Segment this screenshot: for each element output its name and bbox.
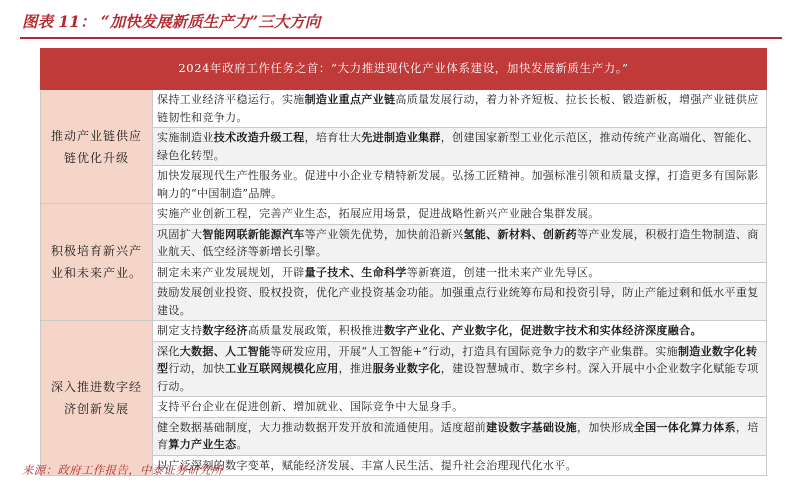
task-text-emphasis: 数字经济	[202, 324, 248, 337]
task-cell	[153, 166, 767, 204]
task-cell	[153, 128, 767, 166]
source-note: 来源：政府工作报告，中泰证券研究所	[22, 463, 223, 477]
title-divider	[20, 37, 782, 39]
task-text: 等研发应用，开展“人工智能+”行动，打造具有国际竞争力的数字产业集群。实施	[270, 344, 678, 358]
task-text-emphasis: 技术改造升级工程	[213, 131, 305, 144]
task-text: 鼓励发展创业投资、股权投资，优化产业投资基金功能。加强重点行业统筹布局和投资引导，防止产能过剩和低水平重复建设。	[157, 286, 759, 317]
task-text: 等新赛道，创建一批未来产业先导区。	[406, 265, 600, 279]
task-text: ，创建国家新型工业化示范区，推动传统产业高端化、智能化、绿色化转型。	[157, 131, 759, 162]
task-cell	[153, 90, 767, 128]
policy-table	[40, 48, 767, 476]
task-text: ，建设智慧城市、数字乡村。深入开展中小企业数字化赋能专项行动。	[157, 362, 759, 393]
task-text: 加快发展现代生产性服务业。促进中小企业专精特新发展。弘扬工匠精神。加强标准引领和质量支撑，打造更多有国际影响力的“中国制造”品牌。	[157, 169, 759, 200]
task-cell	[153, 341, 767, 397]
table-header: 2024年政府工作任务之首：“大力推进现代化产业体系建设，加快发展新质生产力。”	[41, 49, 767, 90]
table-row	[41, 321, 767, 342]
task-text: ，培育	[157, 420, 759, 451]
task-text-emphasis: 工业互联网规模化应用	[225, 362, 339, 375]
task-text: 实施产业创新工程，完善产业生态，拓展应用场景，促进战略性新兴产业融合集群发展。	[157, 207, 600, 220]
task-cell	[153, 224, 767, 262]
task-text: 实施制造业	[157, 131, 214, 144]
task-text-emphasis: 大数据、人工智能	[179, 344, 271, 358]
task-cell	[153, 321, 767, 342]
task-text: 行动，加快	[168, 362, 226, 375]
task-text-emphasis: 数字产业化、产业数字化，促进数字技术和实体经济深度融合。	[384, 324, 702, 337]
task-text: 深化	[157, 344, 180, 358]
task-text: 。	[236, 438, 248, 451]
task-text-emphasis: 服务业数字化	[372, 362, 441, 375]
task-cell	[153, 283, 767, 321]
task-text-emphasis: 全国一体化算力体系	[633, 420, 736, 434]
task-text: 制定未来产业发展规划，开辟	[157, 265, 305, 279]
task-text: 健全数据基础制度，大力推动数据开发开放和流通使用。适度超前	[157, 420, 487, 434]
task-text: 制定支持	[157, 324, 203, 337]
task-text: 支持平台企业在促进创新、增加就业、国际竞争中大显身手。	[157, 400, 464, 413]
task-text: 等产业发展，积极打造生物制造、商业航天、低空经济等新增长引擎。	[157, 227, 759, 258]
task-text-emphasis: 建设数字基础设施	[486, 420, 577, 434]
task-cell	[153, 204, 767, 225]
task-text: 等产业领先优势，加快前沿新兴	[304, 227, 464, 241]
task-text-emphasis: 制造业数字化转型	[157, 344, 758, 375]
task-text: ，加快形成	[576, 420, 634, 434]
category-cell: 积极培育新兴产业和未来产业。	[41, 204, 153, 321]
task-text-emphasis: 智能网联新能源汽车	[202, 227, 305, 241]
task-text-emphasis: 量子技术、生命科学	[304, 265, 407, 279]
task-text: 巩固扩大	[157, 227, 203, 241]
table-row	[41, 90, 767, 128]
category-cell: 深入推进数字经济创新发展	[41, 321, 153, 476]
task-text: 保持工业经济平稳运行。实施	[157, 93, 305, 106]
task-text-emphasis: 氢能、新材料、创新药	[463, 227, 577, 241]
task-text: ，培育壮大	[304, 131, 362, 144]
table-row	[41, 204, 767, 225]
category-cell: 推动产业链供应链优化升级	[41, 90, 153, 204]
task-cell	[153, 262, 767, 283]
task-cell	[153, 455, 767, 476]
task-cell	[153, 397, 767, 418]
task-text-emphasis: 制造业重点产业链	[304, 93, 396, 106]
task-text-emphasis: 算力产业生态	[168, 438, 237, 451]
task-text: ，推进	[338, 362, 373, 375]
task-text-emphasis: 先进制造业集群	[361, 131, 441, 144]
figure-title: 图表 11： “加快发展新质生产力”三大方向	[22, 12, 321, 31]
task-text: 高质量发展政策，积极推进	[247, 324, 385, 337]
task-text: 以广泛深刻的数字变革，赋能经济发展、丰富人民生活、提升社会治理现代化水平。	[157, 458, 577, 472]
task-text: 高质量发展行动，着力补齐短板、拉长长板、锻造新板，增强产业链供应链韧性和竞争力。	[157, 93, 759, 124]
task-cell	[153, 417, 767, 455]
